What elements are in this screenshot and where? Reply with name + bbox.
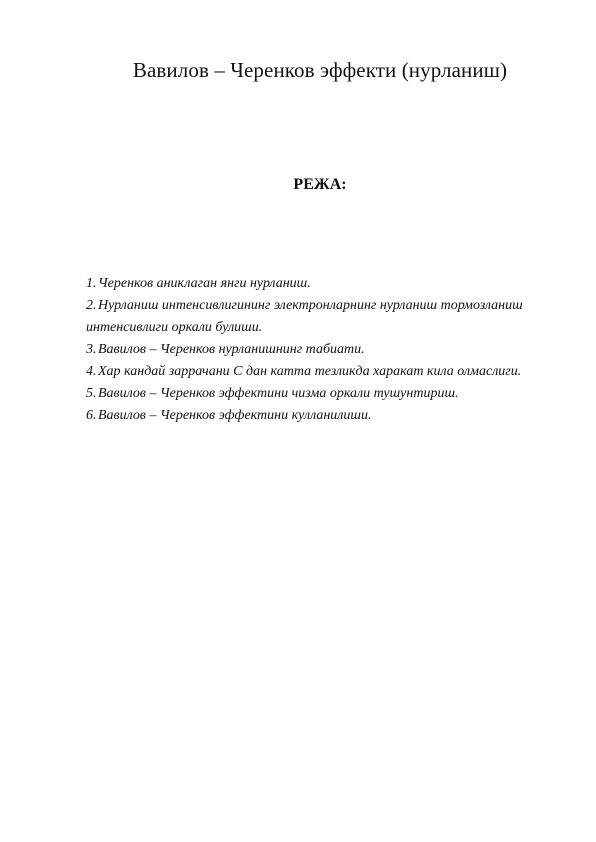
plan-item-number: 2.	[86, 298, 97, 313]
plan-item-number: 1.	[86, 276, 97, 291]
plan-item-3	[86, 339, 536, 361]
plan-item-1	[86, 273, 536, 295]
plan-item-5	[86, 383, 536, 405]
plan-item-number: 5.	[86, 386, 97, 401]
plan-list	[86, 273, 536, 427]
plan-item-text: Вавилов – Черенков нурланишнинг табиати.	[98, 342, 365, 357]
plan-item-number: 3.	[86, 342, 97, 357]
plan-item-6	[86, 405, 536, 427]
plan-item-4	[86, 361, 536, 383]
plan-item-text: Хар кандай заррачани С дан катта тезликда харакат кила олмаслиги.	[98, 364, 522, 379]
plan-item-text: Вавилов – Черенков эффектини кулланилиши.	[98, 408, 372, 423]
document-title: Вавилов – Черенков эффекти (нурланиш)	[132, 58, 508, 82]
plan-item-text: Вавилов – Черенков эффектини чизма оркали тушунтириш.	[98, 386, 459, 401]
plan-item-number: 6.	[86, 408, 97, 423]
plan-item-number: 4.	[86, 364, 97, 379]
plan-item-text: Черенков аниклаган янги нурланиш.	[98, 276, 311, 291]
plan-item-2	[86, 295, 536, 339]
plan-item-text: Нурланиш интенсивлигининг электронларнинг нурланиш тормозланиш интенсивлиги оркали булиши.	[86, 298, 523, 335]
plan-heading: РЕЖА:	[293, 176, 347, 193]
